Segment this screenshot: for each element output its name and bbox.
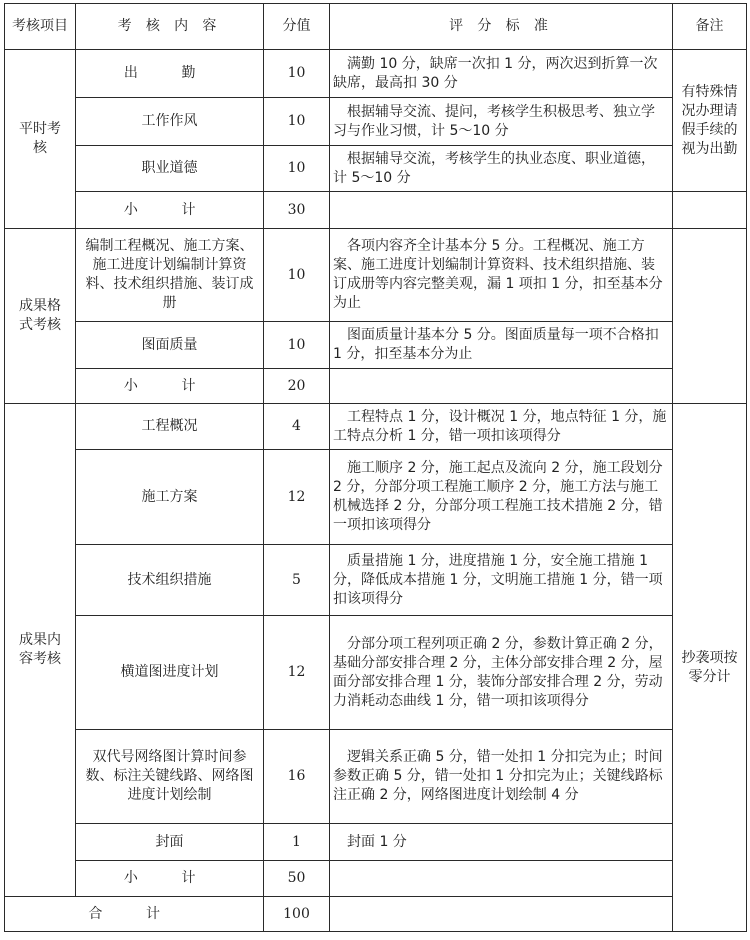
group-label-format: 成果格式考核 bbox=[5, 229, 76, 404]
content-cell: 工作作风 bbox=[76, 98, 264, 146]
content-cell: 横道图进度计划 bbox=[76, 616, 264, 730]
content-cell: 工程概况 bbox=[76, 404, 264, 450]
standard-cell: 工程特点 1 分，设计概况 1 分，地点特征 1 分，施工特点分析 1 分，错一项扣该项得分 bbox=[330, 404, 673, 450]
remark-plagiarism: 抄袭项按零分计 bbox=[673, 404, 747, 932]
content-cell: 封面 bbox=[76, 824, 264, 861]
total-row bbox=[5, 897, 747, 932]
group-label-regular: 平时考核 bbox=[5, 50, 76, 229]
standard-cell: 根据辅导交流、提问，考核学生积极思考、独立学习与作业习惯，计 5～10 分 bbox=[330, 98, 673, 146]
header-content: 考 核 内 容 bbox=[76, 4, 264, 50]
remark-cell bbox=[673, 229, 747, 404]
content-cell: 编制工程概况、施工方案、施工进度计划编制计算资料、技术组织措施、装订成册 bbox=[76, 229, 264, 322]
table-row bbox=[5, 450, 747, 545]
header-score: 分值 bbox=[264, 4, 330, 50]
header-remark: 备注 bbox=[673, 4, 747, 50]
subtotal-label: 小 计 bbox=[76, 369, 264, 404]
header-item: 考核项目 bbox=[5, 4, 76, 50]
table-row bbox=[5, 545, 747, 616]
total-label: 合 计 bbox=[5, 897, 264, 932]
standard-cell: 各项内容齐全计基本分 5 分。工程概况、施工方案、施工进度计划编制计算资料、技术组织措施、装订成册等内容完整美观，漏 1 项扣 1 分，扣至基本分为止 bbox=[330, 229, 673, 322]
total-standard bbox=[330, 897, 673, 932]
subtotal-label: 小 计 bbox=[76, 192, 264, 229]
standard-cell: 逻辑关系正确 5 分，错一处扣 1 分扣完为止；时间参数正确 5 分，错一处扣 1 分扣完为止；关键线路标注正确 2 分，网络图进度计划绘制 4 分 bbox=[330, 730, 673, 824]
table-row bbox=[5, 404, 747, 450]
subtotal-row bbox=[5, 369, 747, 404]
score-cell: 5 bbox=[264, 545, 330, 616]
header-standard: 评 分 标 准 bbox=[330, 4, 673, 50]
subtotal-score: 20 bbox=[264, 369, 330, 404]
subtotal-row bbox=[5, 861, 747, 897]
standard-cell: 施工顺序 2 分，施工起点及流向 2 分，施工段划分 2 分，分部分项工程施工顺序 2 分，施工方法与施工机械选择 2 分，分部分项工程施工技术措施 2 分，错一项扣该项得分 bbox=[330, 450, 673, 545]
table-row bbox=[5, 98, 747, 146]
subtotal-standard bbox=[330, 192, 673, 229]
content-cell: 技术组织措施 bbox=[76, 545, 264, 616]
subtotal-score: 50 bbox=[264, 861, 330, 897]
standard-cell: 图面质量计基本分 5 分。图面质量每一项不合格扣 1 分，扣至基本分为止 bbox=[330, 322, 673, 369]
content-cell: 图面质量 bbox=[76, 322, 264, 369]
score-cell: 12 bbox=[264, 450, 330, 545]
standard-cell: 质量措施 1 分，进度措施 1 分，安全施工措施 1 分，降低成本措施 1 分，文明施工措施 1 分，错一项扣该项得分 bbox=[330, 545, 673, 616]
table-row bbox=[5, 322, 747, 369]
table-row bbox=[5, 616, 747, 730]
scoring-table bbox=[4, 3, 747, 932]
score-cell: 10 bbox=[264, 229, 330, 322]
content-cell: 施工方案 bbox=[76, 450, 264, 545]
table-row bbox=[5, 146, 747, 192]
standard-cell: 根据辅导交流，考核学生的执业态度、职业道德，计 5～10 分 bbox=[330, 146, 673, 192]
standard-cell: 分部分项工程列项正确 2 分，参数计算正确 2 分，基础分部安排合理 2 分，主体分部安排合理 2 分，屋面分部安排合理 1 分，装饰分部安排合理 2 分，劳动力消耗动态曲线 1 分，错一项扣该项得分 bbox=[330, 616, 673, 730]
subtotal-row bbox=[5, 192, 747, 229]
remark-cell bbox=[673, 192, 747, 229]
standard-cell: 封面 1 分 bbox=[330, 824, 673, 861]
content-cell: 职业道德 bbox=[76, 146, 264, 192]
subtotal-standard bbox=[330, 861, 673, 897]
total-score: 100 bbox=[264, 897, 330, 932]
score-cell: 10 bbox=[264, 98, 330, 146]
subtotal-label: 小 计 bbox=[76, 861, 264, 897]
table-row bbox=[5, 229, 747, 322]
content-cell: 双代号网络图计算时间参数、标注关键线路、网络图进度计划绘制 bbox=[76, 730, 264, 824]
group-label-content: 成果内容考核 bbox=[5, 404, 76, 897]
score-cell: 10 bbox=[264, 322, 330, 369]
table-row bbox=[5, 824, 747, 861]
score-cell: 4 bbox=[264, 404, 330, 450]
remark-attendance: 有特殊情况办理请假手续的视为出勤 bbox=[673, 50, 747, 192]
score-cell: 10 bbox=[264, 146, 330, 192]
standard-cell: 满勤 10 分，缺席一次扣 1 分，两次迟到折算一次缺席，最高扣 30 分 bbox=[330, 50, 673, 98]
score-cell: 1 bbox=[264, 824, 330, 861]
content-cell: 出 勤 bbox=[76, 50, 264, 98]
subtotal-standard bbox=[330, 369, 673, 404]
header-row bbox=[5, 4, 747, 50]
score-cell: 12 bbox=[264, 616, 330, 730]
score-cell: 10 bbox=[264, 50, 330, 98]
subtotal-score: 30 bbox=[264, 192, 330, 229]
table-row bbox=[5, 50, 747, 98]
score-cell: 16 bbox=[264, 730, 330, 824]
table-row bbox=[5, 730, 747, 824]
